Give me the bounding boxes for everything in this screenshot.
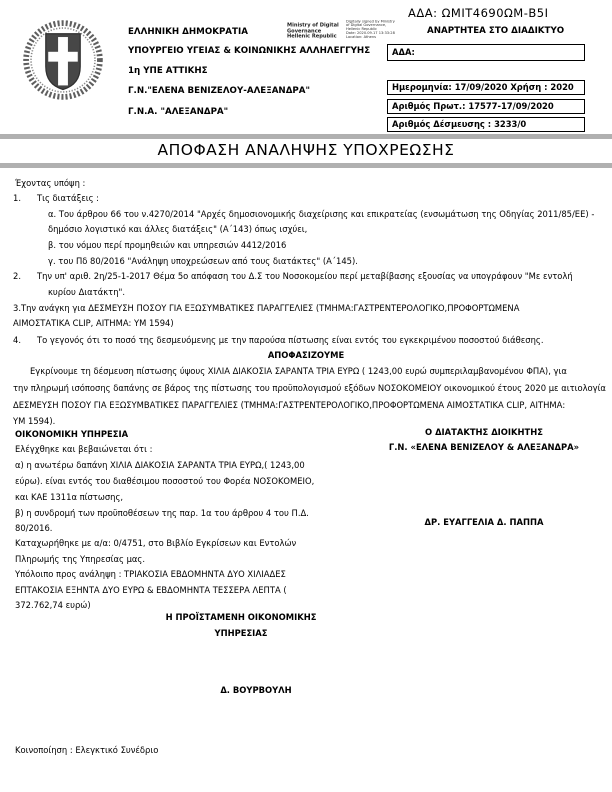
decision-line-4: ΥΜ 1594).	[13, 416, 56, 426]
finance-line: εύρω). είναι εντός του διαθέσιμου ποσοστού του Φορέα ΝΟΣΟΚΟΜΕΙΟ,	[15, 476, 315, 486]
ada-code: ΑΔΑ: ΩΜΙΤ4690ΩΜ-Β5Ι	[408, 6, 549, 20]
commitment-number-box: Αριθμός Δέσμευσης : 3233/0	[387, 117, 585, 132]
item-2-line-2: κυρίου Διατάκτη".	[48, 287, 126, 297]
finance-section-heading: ΟΙΚΟΝΟΜΙΚΗ ΥΠΗΡΕΣΙΑ	[15, 429, 129, 439]
item-1c-line: γ. του Πδ 80/2016 "Ανάληψη υποχρεώσεων από τους διατάκτες" (Α΄145).	[48, 256, 358, 266]
finance-line: Καταχωρήθηκε με α/α: 0/4751, στο Βιβλίο Εγκρίσεων και Εντολών	[15, 538, 297, 548]
date-box: Ημερομηνία: 17/09/2020 Χρήση : 2020	[387, 80, 585, 95]
decision-line-3: ΔΕΣΜΕΥΣΗ ΠΟΣΟΥ ΓΙΑ ΕΞΩΣΥΜΒΑΤΙΚΕΣ ΠΑΡΑΓΓΕΛΙΕΣ (ΤΜΗΜΑ:ΓΑΣΤΡΕΝΤΕΡΟΛΟΓΙΚΟ,ΠΡΟΦΟΡΤΩΜΕΝΑ ΑΙΜΟΣΤΑΤΙΚΑ CLIP, ΑΙΤΗΜΑ:	[13, 400, 566, 410]
finance-line: 80/2016.	[15, 523, 53, 533]
finance-line: β) η συνδρομή των προϋποθέσεων της παρ. 1α του άρθρου 4 του Π.Δ.	[15, 508, 309, 518]
org-line-republic: ΕΛΛΗΝΙΚΗ ΔΗΜΟΚΡΑΤΙΑ	[128, 27, 248, 37]
document-title: ΑΠΟΦΑΣΗ ΑΝΑΛΗΨΗΣ ΥΠΟΧΡΕΩΣΗΣ	[157, 141, 455, 159]
title-divider-bottom	[0, 163, 612, 168]
item-1-number: 1.	[13, 193, 21, 203]
protocol-number-box: Αριθμός Πρωτ.: 17577-17/09/2020	[387, 99, 585, 114]
signature-detail-line: Digitally signed by Ministry	[346, 19, 395, 24]
item-1-text: Τις διατάξεις :	[37, 193, 99, 203]
finance-line: και ΚΑΕ 1311α πίστωσης,	[15, 492, 124, 502]
finance-line: Υπόλοιπο προς ανάληψη : ΤΡΙΑΚΟΣΙΑ ΕΒΔΟΜΗΝΤΑ ΔΥΟ ΧΙΛΙΑΔΕΣ	[15, 569, 286, 579]
authorizer-block	[388, 427, 580, 452]
stamp-line: Ministry of Digital	[287, 22, 339, 29]
finance-head-title-line-1: Η ΠΡΟΪΣΤΑΜΕΝΗ ΟΙΚΟΝΟΜΙΚΗΣ	[165, 612, 317, 622]
item-1b-line: β. του νόμου περί προμηθειών και υπηρεσιών 4412/2016	[48, 240, 287, 250]
org-line-ype: 1η ΥΠΕ ΑΤΤΙΚΗΣ	[128, 66, 208, 76]
item-3-line-2: ΑΙΜΟΣΤΑΤΙΚΑ CLIP, ΑΙΤΗΜΑ: ΥΜ 1594)	[13, 318, 174, 328]
org-line-hospital-1: Γ.Ν."ΕΛΕΝΑ ΒΕΝΙΖΕΛΟΥ-ΑΛΕΞΑΝΔΡΑ"	[128, 86, 311, 96]
finance-line: 372.762,74 ευρώ)	[15, 600, 91, 610]
decision-line-2: την πληρωμή ισόποσης δαπάνης σε βάρος της πίστωσης του προϋπολογισμού εξόδων ΝΟΣΟΚΟΜΕΙΟΥ οικονομικού έτους 2020 με αιτιολογία	[13, 383, 606, 393]
item-2-number: 2.	[13, 271, 21, 281]
decision-heading: ΑΠΟΦΑΣΙΖΟΥΜΕ	[267, 350, 345, 360]
finance-line: α) η ανωτέρω δαπάνη ΧΙΛΙΑ ΔΙΑΚΟΣΙΑ ΣΑΡΑΝΤΑ ΤΡΙΑ ΕΥΡΩ,( 1243,00	[15, 460, 305, 470]
preamble-intro: Έχοντας υπόψη :	[15, 178, 86, 188]
greek-emblem-svg	[22, 18, 104, 102]
digital-signature-stamp	[287, 23, 339, 40]
title-divider-top	[0, 134, 612, 139]
digital-signature-details	[346, 20, 395, 39]
item-2-line-1: Την υπ' αριθ. 2η/25-1-2017 Θέμα 5ο απόφαση του Δ.Σ του Νοσοκομείου περί μεταβίβασης εξουσίας να υπογράφουν "Με εντολή	[37, 271, 573, 281]
stamp-line: Hellenic Republic	[287, 33, 337, 40]
finance-head-title-line-2: ΥΠΗΡΕΣΙΑΣ	[214, 628, 268, 638]
cc-note: Κοινοποίηση : Ελεγκτικό Συνέδριο	[15, 745, 159, 755]
stamp-line: Governance	[287, 27, 322, 34]
item-3-line-1: 3.Την ανάγκη για ΔΕΣΜΕΥΣΗ ΠΟΣΟΥ ΓΙΑ ΕΞΩΣΥΜΒΑΤΙΚΕΣ ΠΑΡΑΓΓΕΛΙΕΣ (ΤΜΗΜΑ:ΓΑΣΤΡΕΝΤΕΡΟΛΟΓΙΚΟ,ΠΡΟΦΟΡΤΩΜΕΝΑ	[13, 303, 520, 313]
signature-detail-line: Hellenic Republic	[346, 27, 377, 32]
org-line-ministry: ΥΠΟΥΡΓΕΙΟ ΥΓΕΙΑΣ & ΚΟΙΝΩΝΙΚΗΣ ΑΛΛΗΛΕΓΓΥΗΣ	[128, 46, 371, 56]
authorizer-hospital-name: Γ.Ν. «ΕΛΕΝΑ ΒΕΝΙΖΕΛΟΥ & ΑΛΕΞΑΝΔΡΑ»	[388, 442, 580, 452]
item-4-number: 4.	[13, 335, 21, 345]
item-1a-line-2: δημόσιο λογιστικό και άλλες διατάξεις" (Α΄143) όπως ισχύει,	[48, 224, 308, 234]
signature-detail-line: Date: 2020.09.17 13:33:28	[346, 30, 395, 36]
item-1a-line-1: α. Του άρθρου 66 του ν.4270/2014 "Αρχές δημοσιονομικής διαχείρισης και επικρατείας (ενσωμάτωση της Οδηγίας 2011/85/ΕΕ) -	[48, 209, 595, 219]
ada-box: ΑΔΑ:	[387, 44, 585, 61]
signature-detail-line: Location: Athens	[346, 34, 377, 39]
item-4-text: Το γεγονός ότι το ποσό της δεσμευόμενης με την παρούσα πίστωσης είναι εντός του εγκεκριμένου ποσοστού διάθεσης.	[37, 335, 544, 345]
org-line-hospital-2: Γ.Ν.Α. "ΑΛΕΞΑΝΔΡΑ"	[128, 107, 229, 117]
anartitea-label: ΑΝΑΡΤΗΤΕΑ ΣΤΟ ΔΙΑΔΙΚΤΥΟ	[427, 26, 565, 36]
finance-line: ΕΠΤΑΚΟΣΙΑ ΕΞΗΝΤΑ ΔΥΟ ΕΥΡΩ & ΕΒΔΟΜΗΝΤΑ ΤΕΣΣΕΡΑ ΛΕΠΤΑ (	[15, 585, 287, 595]
authorizer-title: Ο ΔΙΑΤΑΚΤΗΣ ΔΙΟΙΚΗΤΗΣ	[425, 427, 543, 437]
finance-head-signature-name: Δ. ΒΟΥΡΒΟΥΛΗ	[220, 685, 292, 695]
finance-line: Ελέγχθηκε και βεβαιώνεται ότι :	[15, 444, 153, 454]
finance-line: Πληρωμής της Υπηρεσίας μας.	[15, 554, 146, 564]
signature-detail-line: of Digital Governance,	[346, 23, 387, 28]
decision-line-1: Εγκρίνουμε τη δέσμευση πίστωσης ύψους ΧΙΛΙΑ ΔΙΑΚΟΣΙΑ ΣΑΡΑΝΤΑ ΤΡΙΑ ΕΥΡΩ ( 1243,00 ευρώ συμπεριλαμβανομένου ΦΠΑ), για	[30, 366, 567, 376]
greek-emblem-icon	[22, 18, 104, 102]
authorizer-signature-name: ΔΡ. ΕΥΑΓΓΕΛΙΑ Δ. ΠΑΠΠΑ	[424, 517, 544, 527]
